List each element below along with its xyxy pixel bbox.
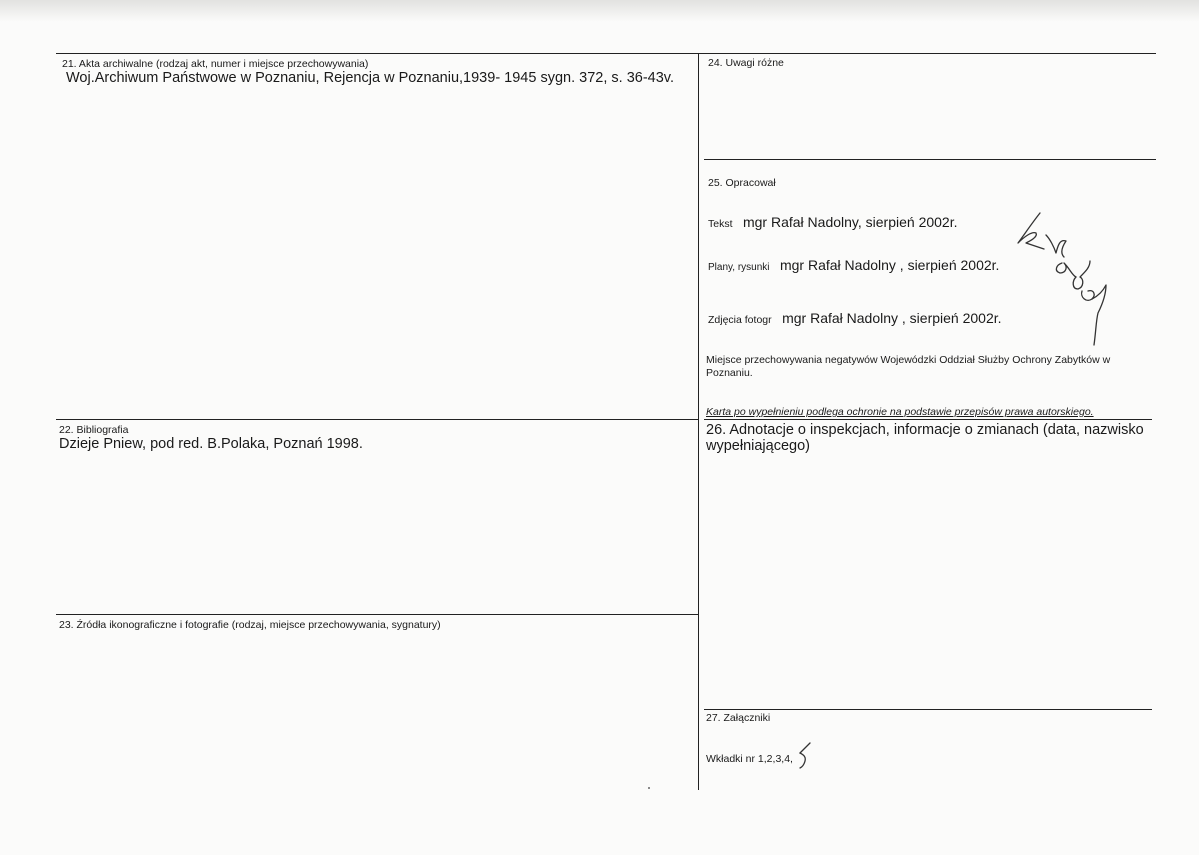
plany-label: Plany, rysunki — [708, 262, 770, 273]
section-22-label: 22. Bibliografia — [59, 424, 129, 436]
signature-handwritten — [1010, 205, 1120, 355]
rule-26-27 — [704, 709, 1152, 710]
zdjecia-label: Zdjęcia fotogr — [708, 314, 772, 326]
handwritten-five — [796, 741, 816, 771]
section-22-value: Dzieje Pniew, pod red. B.Polaka, Poznań 1998. — [59, 436, 363, 452]
negatywy-line-1: Miejsce przechowywania negatywów Wojewódzki Oddział Służby Ochrony Zabytków w — [706, 354, 1111, 366]
scan-top-edge — [0, 0, 1199, 22]
tekst-value: mgr Rafał Nadolny, sierpień 2002r. — [742, 214, 958, 230]
column-divider — [698, 53, 699, 790]
karta-copyright-note: Karta po wypełnieniu podlega ochronie na podstawie przepisów prawa autorskiego. — [706, 406, 1094, 418]
zalaczniki-value: Wkładki nr 1,2,3,4, — [706, 753, 793, 765]
rule-24-25 — [704, 159, 1156, 160]
section-21-label: 21. Akta archiwalne (rodzaj akt, numer i miejsce przechowywania) — [62, 58, 369, 70]
section-25-label: 25. Opracował — [708, 177, 776, 189]
tekst-row — [708, 214, 958, 232]
rule-22-23 — [56, 614, 698, 615]
section-26-label: 26. Adnotacje o inspekcjach, informacje o zmianach (data, nazwisko wypełniającego) — [706, 422, 1144, 454]
section-27-label: 27. Załączniki — [706, 712, 771, 724]
rule-right-25-26 — [704, 419, 1152, 420]
section-21-value: Woj.Archiwum Państwowe w Poznaniu, Rejencja w Poznaniu,1939- 1945 sygn. 372, s. 36-43v. — [66, 70, 674, 86]
scan-speck — [648, 787, 650, 789]
tekst-label: Tekst — [708, 218, 733, 230]
rule-left-21-22 — [56, 419, 698, 420]
section-23-label: 23. Źródła ikonograficzne i fotografie (rodzaj, miejsce przechowywania, sygnatury) — [59, 619, 441, 631]
zdjecia-row — [708, 310, 1002, 328]
section-24-label: 24. Uwagi różne — [708, 57, 784, 69]
plany-value: mgr Rafał Nadolny , sierpień 2002r. — [779, 257, 1000, 273]
plany-row — [708, 257, 999, 275]
negatywy-line-2: Poznaniu. — [706, 367, 753, 379]
zdjecia-value: mgr Rafał Nadolny , sierpień 2002r. — [782, 310, 1002, 326]
top-rule — [56, 53, 1156, 54]
